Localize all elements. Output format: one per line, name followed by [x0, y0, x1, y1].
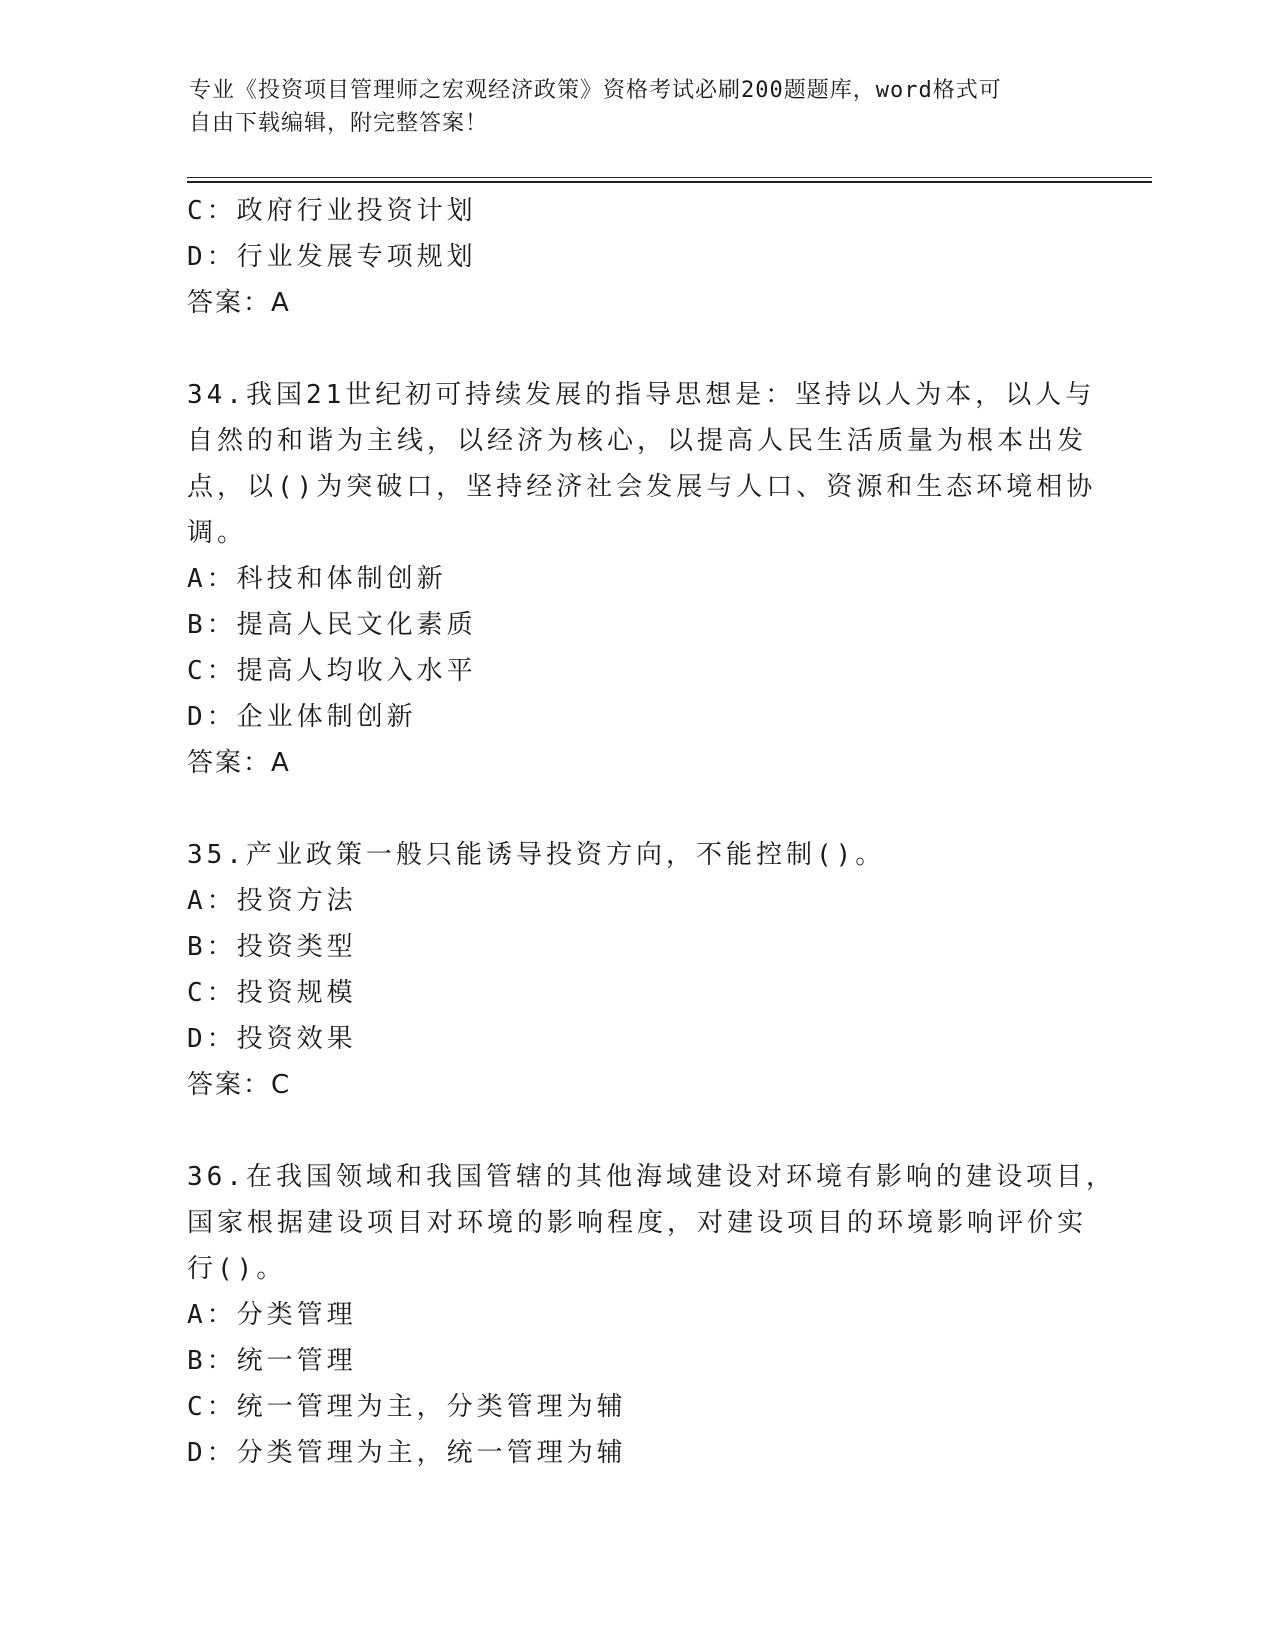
answer: 答案：A [187, 748, 291, 778]
option-b: B：提高人民文化素质 [187, 610, 477, 640]
question-list [187, 188, 1116, 1476]
option-a: A：投资方法 [187, 886, 357, 916]
option-c: C：投资规模 [187, 978, 357, 1008]
question-36 [187, 1154, 1116, 1476]
option-a: A：分类管理 [187, 1300, 357, 1330]
question-34 [187, 372, 1097, 786]
option-b: B：投资类型 [187, 932, 357, 962]
answer: 答案：C [187, 1070, 292, 1100]
question-text-line: 国家根据建设项目对环境的影响程度，对建设项目的环境影响评价实 [187, 1208, 1088, 1238]
question-text-line: 自然的和谐为主线，以经济为核心，以提高人民生活质量为根本出发 [187, 426, 1088, 456]
question-35 [187, 832, 1067, 1108]
question-text-line: 行()。 [187, 1254, 287, 1284]
option-d: D：企业体制创新 [187, 702, 417, 732]
spacer [187, 1108, 1067, 1154]
question-text-line: 36.在我国领域和我国管辖的其他海域建设对环境有影响的建设项目， [187, 1162, 1116, 1192]
spacer [187, 326, 1067, 372]
question-text-line: 调。 [187, 518, 248, 548]
option-b: B：统一管理 [187, 1346, 357, 1376]
option-c: C：统一管理为主，分类管理为辅 [187, 1392, 627, 1422]
option-c: C：政府行业投资计划 [187, 196, 477, 226]
answer: 答案：A [187, 288, 291, 318]
spacer [187, 786, 1067, 832]
question-text-line: 34.我国21世纪初可持续发展的指导思想是：坚持以人为本，以人与 [187, 380, 1096, 410]
header-line: 自由下载编辑，附完整答案！ [189, 111, 489, 136]
header-rule-thick [187, 181, 1152, 183]
header-line: 专业《投资项目管理师之宏观经济政策》资格考试必刷200题题库，word格式可 [189, 78, 1002, 103]
question-text-line: 35.产业政策一般只能诱导投资方向，不能控制()。 [187, 840, 886, 870]
question-33-continuation [187, 188, 1067, 326]
question-text-line: 点，以()为突破口，坚持经济社会发展与人口、资源和生态环境相协 [187, 472, 1097, 502]
option-d: D：投资效果 [187, 1024, 357, 1054]
header-rule-thin [187, 177, 1152, 178]
option-d: D：行业发展专项规划 [187, 242, 477, 272]
option-c: C：提高人均收入水平 [187, 656, 477, 686]
option-d: D：分类管理为主，统一管理为辅 [187, 1438, 627, 1468]
option-a: A：科技和体制创新 [187, 564, 447, 594]
document-header [189, 74, 1069, 140]
